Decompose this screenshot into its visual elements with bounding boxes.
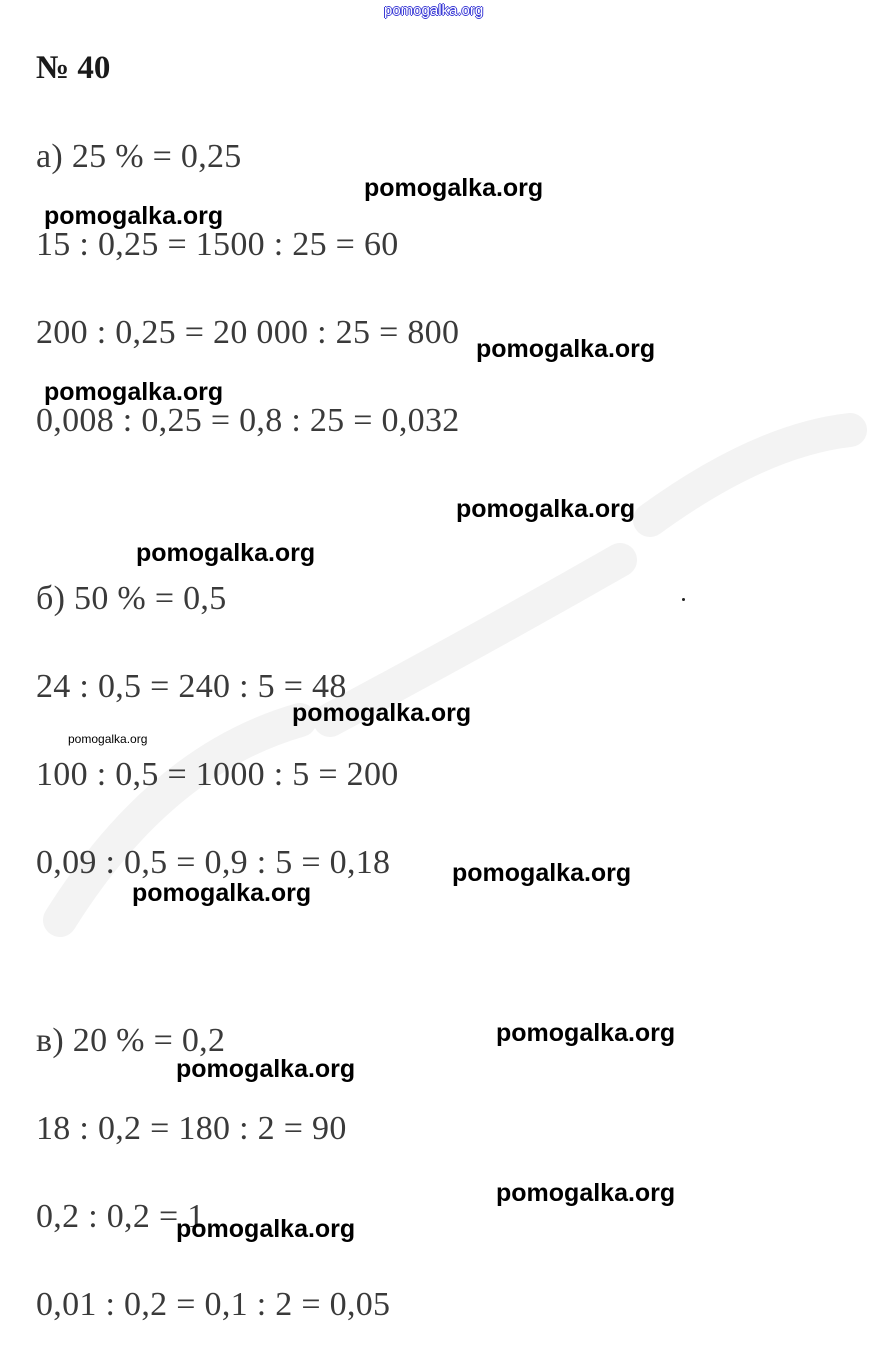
section-a-heading: а) 25 % = 0,25	[36, 138, 242, 175]
section-c-heading: в) 20 % = 0,2	[36, 1022, 226, 1059]
section-c-line-3: 0,01 : 0,2 = 0,1 : 2 = 0,05	[36, 1286, 391, 1323]
watermark: pomogalka.org	[452, 859, 632, 887]
watermark: pomogalka.org	[476, 335, 656, 363]
watermark: pomogalka.org	[176, 1055, 356, 1083]
watermark: pomogalka.org	[292, 699, 472, 727]
watermark: pomogalka.org	[44, 378, 224, 406]
stray-dot	[682, 598, 685, 601]
watermark: pomogalka.org	[364, 174, 544, 202]
section-c-line-2: 0,2 : 0,2 = 1	[36, 1198, 205, 1235]
watermark-small: pomogalka.org	[68, 732, 148, 746]
section-b-line-1: 24 : 0,5 = 240 : 5 = 48	[36, 668, 347, 705]
section-a-line-3: 0,008 : 0,25 = 0,8 : 25 = 0,032	[36, 402, 460, 439]
problem-number: № 40	[36, 50, 111, 86]
watermark: pomogalka.org	[496, 1179, 676, 1207]
section-c-line-1: 18 : 0,2 = 180 : 2 = 90	[36, 1110, 347, 1147]
watermark: pomogalka.org	[176, 1215, 356, 1243]
watermark: pomogalka.org	[44, 202, 224, 230]
section-b-line-2: 100 : 0,5 = 1000 : 5 = 200	[36, 756, 399, 793]
section-b-heading: б) 50 % = 0,5	[36, 580, 227, 617]
watermark: pomogalka.org	[136, 539, 316, 567]
section-a-line-1: 15 : 0,25 = 1500 : 25 = 60	[36, 226, 399, 263]
watermark: pomogalka.org	[496, 1019, 676, 1047]
watermark: pomogalka.org	[132, 879, 312, 907]
top-watermark: pomogalka.org	[384, 2, 484, 19]
watermark: pomogalka.org	[456, 495, 636, 523]
section-a-line-2: 200 : 0,25 = 20 000 : 25 = 800	[36, 314, 460, 351]
section-b-line-3: 0,09 : 0,5 = 0,9 : 5 = 0,18	[36, 844, 391, 881]
